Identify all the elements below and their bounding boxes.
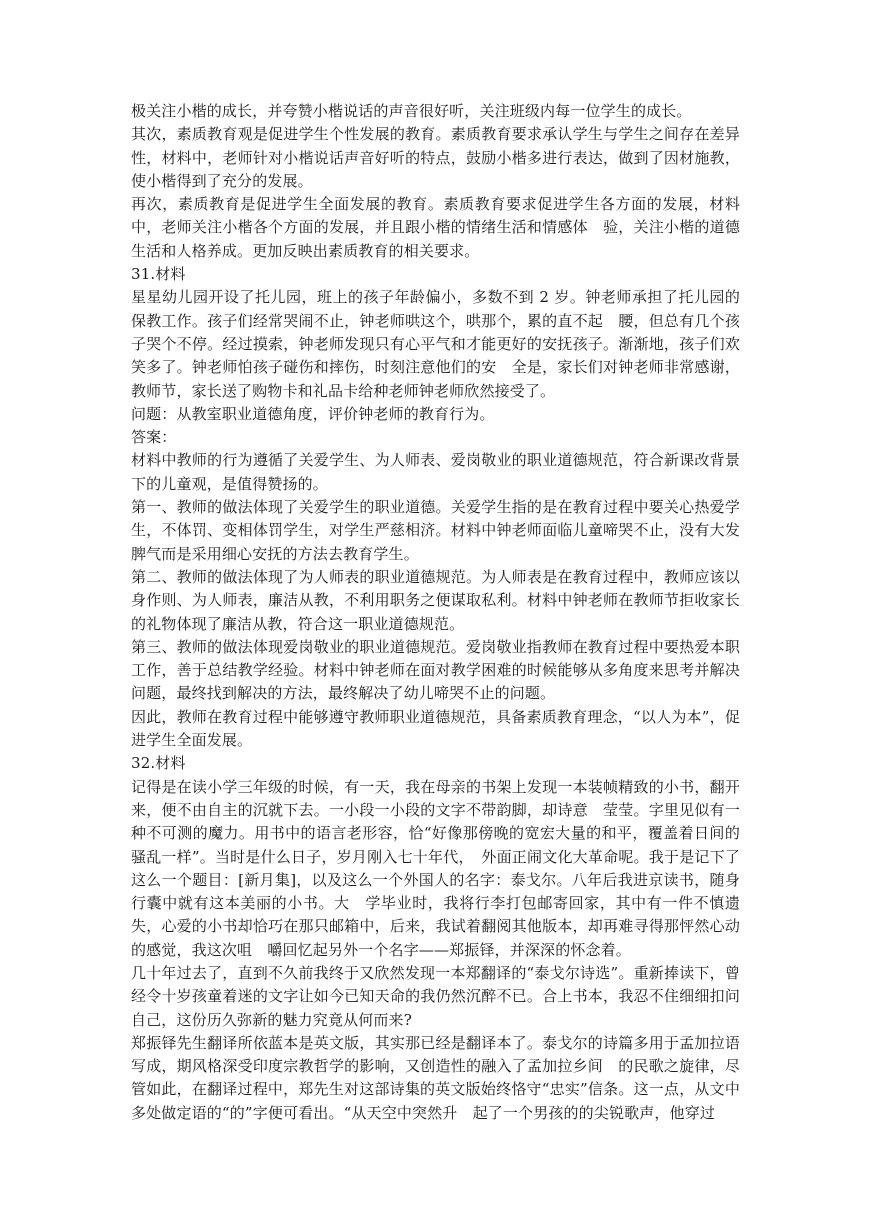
answer-label: 答案： <box>131 428 177 447</box>
paragraph-individual-development: 其次，素质教育观是促进学生个性发展的教育。素质教育要求承认学生与学生之间存在差异性，材料中，老师针对小楷说话声音好听的特点，鼓励小楷多进行表达，做到了因材施教，使小楷得到了充分的发展。 <box>131 125 740 190</box>
document-body <box>131 100 740 1125</box>
question-32-material-3: 郑振铎先生翻译所依蓝本是英文版，其实那已经是翻译本了。泰戈尔的诗篇多用于孟加拉语写成，期风格深受印度宗教哲学的影响，又创造性的融入了孟加拉乡间 的民歌之旋律，尽管如此，在翻译过程中，郑先生对这部诗集的英文版始终恪守“忠实”信条。这一点，从文中多处做定语的“的”字便可看出。“从天空中突然升 起了一个男孩的的尖锐歌声，他穿过 <box>131 1033 740 1122</box>
answer-point-3: 第三、教师的做法体现爱岗敬业的职业道德规范。爱岗敬业指教师在教育过程中要热爱本职工作，善于总结教学经验。材料中钟老师在面对教学困难的时候能够从多角度来思考并解决问题，最终找到解决的方法，最终解决了幼儿啼哭不止的问题。 <box>131 637 740 703</box>
answer-point-1: 第一、教师的做法体现了关爱学生的职业道德。关爱学生指的是在教育过程中要关心热爱学生，不体罚、变相体罚学生，对学生严慈相济。材料中钟老师面临儿童啼哭不止，没有大发脾气而是采用细心安抚的方法去教育学生。 <box>131 498 740 563</box>
question-32-material-1: 记得是在读小学三年级的时候，有一天，我在母亲的书架上发现一本装帧精致的小书，翻开来，便不由自主的沉就下去。一小段一小段的文字不带韵脚，却诗意 莹莹。字里见似有一种不可测的魔力。用书中的语言老形容，恰“好像那傍晚的宽宏大量的和平，覆盖着日间的骚乱一样”。当时是什么日子，岁月刚入七十年代， 外面正闹文化大革命呢。我于是记下了这么一个题目：[新月集]，以及这么一个外国人的名字：泰戈尔。八年后我进京读书，随身行囊中就有这本美丽的小书。大 学毕业时，我将行李打包邮寄回家，其中有一件不慎遗失，心爱的小书却恰巧在那只邮箱中，后来，我试着翻阅其他版本，却再难寻得那怦然心动的感觉，我这次咀 嚼回忆起另外一个名字——郑振铎，并深深的怀念着。 <box>131 777 740 959</box>
question-31-heading: 31.材料 <box>131 265 186 284</box>
answer-conclusion: 因此，教师在教育过程中能够遵守教师职业道德规范，具备素质教育理念，“以人为本”，促进学生全面发展。 <box>131 707 740 750</box>
answer-intro: 材料中教师的行为遵循了关爱学生、为人师表、爱岗敬业的职业道德规范，符合新课改背景下的儿童观，是值得赞扬的。 <box>131 451 740 493</box>
question-32-heading: 32.材料 <box>131 754 186 773</box>
paragraph-all-round-development: 再次，素质教育是促进学生全面发展的教育。素质教育要求促进学生各方面的发展，材料中，老师关注小楷各个方面的发展，并且跟小楷的情绪生活和情感体 验，关注小楷的道德生活和人格养成。更加反映出素质教育的相关要求。 <box>131 195 740 260</box>
question-32-material-2: 几十年过去了，直到不久前我终于又欣然发现一本郑翻译的“泰戈尔诗选”。重新捧读下，曾经令十岁孩童着迷的文字让如今已知天命的我仍然沉醉不已。合上书本，我忍不住细细扣问自己，这份历久弥新的魅力究竟从何而来? <box>131 963 740 1029</box>
answer-point-2: 第二、教师的做法体现了为人师表的职业道德规范。为人师表是在教育过程中，教师应该以身作则、为人师表，廉洁从教，不利用职务之便谋取私利。材料中钟老师在教师节拒收家长的礼物体现了廉洁从教，符合这一职业道德规范。 <box>131 567 740 633</box>
question-31-material: 星星幼儿园开设了托儿园，班上的孩子年龄偏小，多数不到 2 岁。钟老师承担了托儿园的保教工作。孩子们经常哭闹不止，钟老师哄这个，哄那个，累的直不起 腰，但总有几个孩子哭个不停。经过摸索，钟老师发现只有心平气和才能更好的安抚孩子。渐渐地，孩子们欢笑多了。钟老师怕孩子碰伤和摔伤，时刻注意他们的安 全是，家长们对钟老师非常感谢，教师节，家长送了购物卡和礼品卡给种老师钟老师欣然接受了。 <box>131 288 740 400</box>
paragraph-care-growth: 极关注小楷的成长，并夸赞小楷说话的声音很好听，关注班级内每一位学生的成长。 <box>131 102 692 120</box>
question-31-prompt: 问题：从教室职业道德角度，评价钟老师的教育行为。 <box>131 404 495 423</box>
